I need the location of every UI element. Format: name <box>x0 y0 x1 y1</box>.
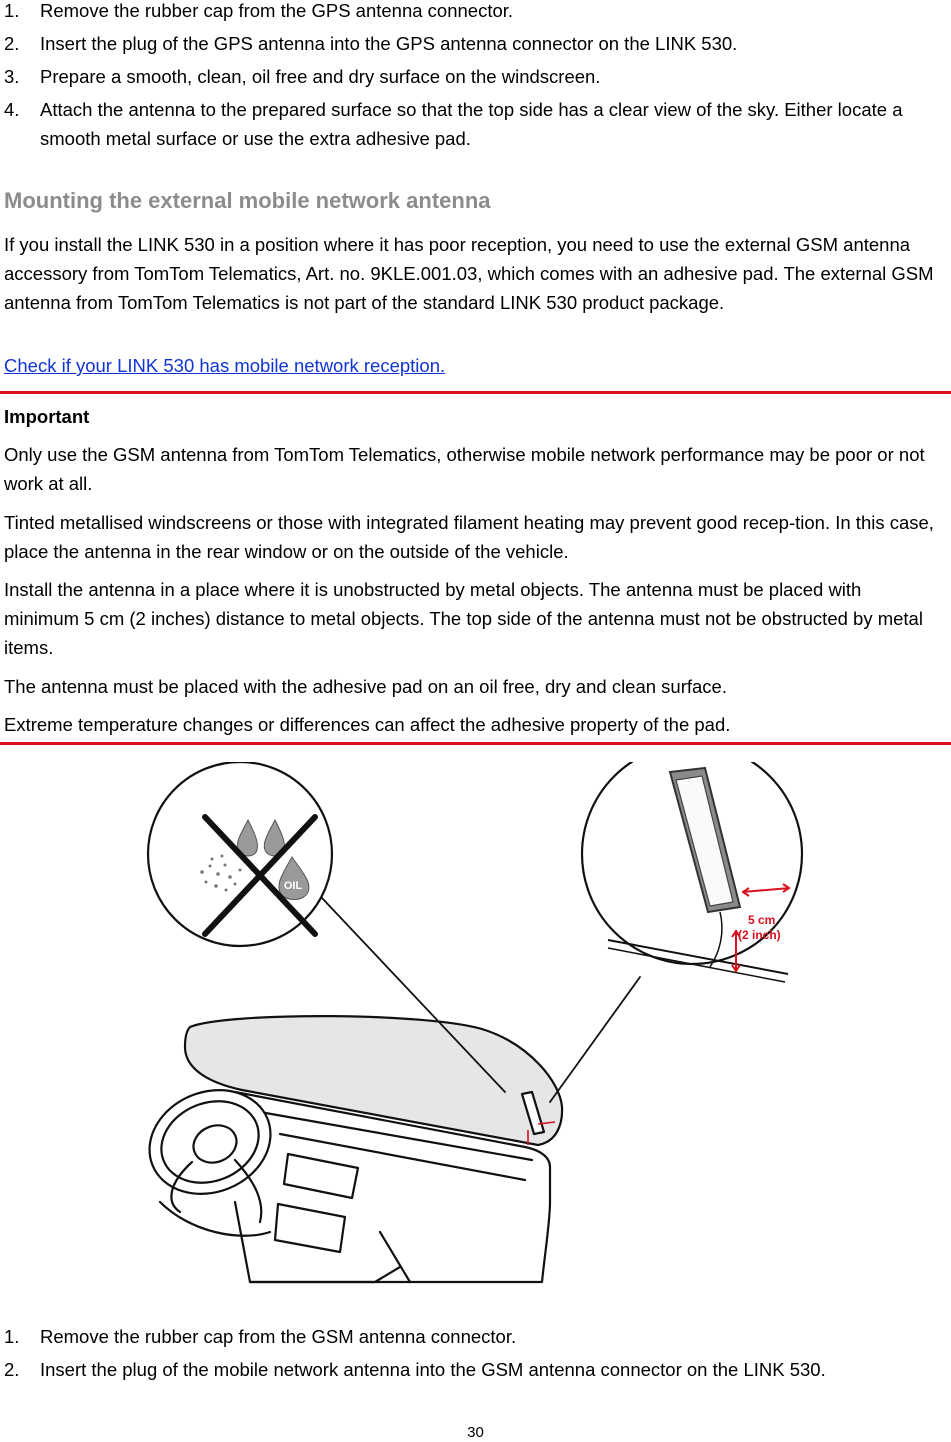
link-paragraph <box>4 351 939 380</box>
important-notice <box>0 391 951 745</box>
important-paragraph: Tinted metallised windscreens or those with integrated filament heating may prevent good recep-tion. In this case, place the antenna in the rear window or on the outside of the vehicle. <box>4 512 934 562</box>
gsm-install-steps <box>4 1322 934 1388</box>
console-vent <box>284 1154 358 1198</box>
oil-label: OIL <box>283 880 303 892</box>
step-text: Remove the rubber cap from the GPS antenna connector. <box>40 0 514 21</box>
step-text: Attach the antenna to the prepared surface so that the top side has a clear view of the sky. Either locate a smooth metal surface or use the extra adhesive pad. <box>40 99 903 149</box>
page-number: 30 <box>467 1424 484 1441</box>
distance-label-imperial: (2 inch) <box>738 928 781 942</box>
important-title: Important <box>4 406 90 427</box>
reception-check-link[interactable]: Check if your LINK 530 has mobile network reception. <box>4 355 446 376</box>
list-item: 3. Prepare a smooth, clean, oil free and dry surface on the windscreen. <box>4 66 601 87</box>
step-text: Prepare a smooth, clean, oil free and dry surface on the windscreen. <box>40 66 601 87</box>
step-text: Insert the plug of the GPS antenna into the GPS antenna connector on the LINK 530. <box>40 33 738 54</box>
important-paragraph: Only use the GSM antenna from TomTom Telematics, otherwise mobile network performance may be poor or not work at all. <box>4 444 925 494</box>
important-paragraph: Install the antenna in a place where it is unobstructed by metal objects. The antenna must be placed with minimum 5 cm (2 inches) distance to metal objects. The top side of the antenna must not be obstructed by metal items. <box>4 579 923 658</box>
list-item: 4. Attach the antenna to the prepared surface so that the top side has a clear view of the sky. Either locate a smooth metal surface or use the extra adhesive pad. <box>4 99 903 149</box>
gps-install-steps <box>4 0 934 157</box>
section-heading: Mounting the external mobile network antenna <box>4 188 491 213</box>
important-paragraph: Extreme temperature changes or differences can affect the adhesive property of the pad. <box>4 714 731 735</box>
list-item: 2. Insert the plug of the GPS antenna into the GPS antenna connector on the LINK 530. <box>4 33 738 54</box>
console-display <box>275 1204 345 1252</box>
leader-line <box>550 977 640 1102</box>
distance-label: 5 cm <box>748 913 776 927</box>
list-item: 1. Remove the rubber cap from the GPS antenna connector. <box>4 0 514 21</box>
step-text: Remove the rubber cap from the GSM antenna connector. <box>40 1326 517 1347</box>
list-item: 2. Insert the plug of the mobile network antenna into the GSM antenna connector on the LINK 530. <box>4 1359 826 1380</box>
list-item: 1. Remove the rubber cap from the GSM antenna connector. <box>4 1326 517 1347</box>
intro-paragraph: If you install the LINK 530 in a position where it has poor reception, you need to use the external GSM antenna accessory from TomTom Telematics, Art. no. 9KLE.001.03, which comes with an adhesive pad. The external GSM antenna from TomTom Telematics is not part of the standard LINK 530 product package. <box>4 234 934 313</box>
step-text: Insert the plug of the mobile network antenna into the GSM antenna connector on the LINK 530. <box>40 1359 826 1380</box>
important-paragraph: The antenna must be placed with the adhesive pad on an oil free, dry and clean surface. <box>4 676 727 697</box>
antenna-mounting-illustration <box>130 762 820 1302</box>
